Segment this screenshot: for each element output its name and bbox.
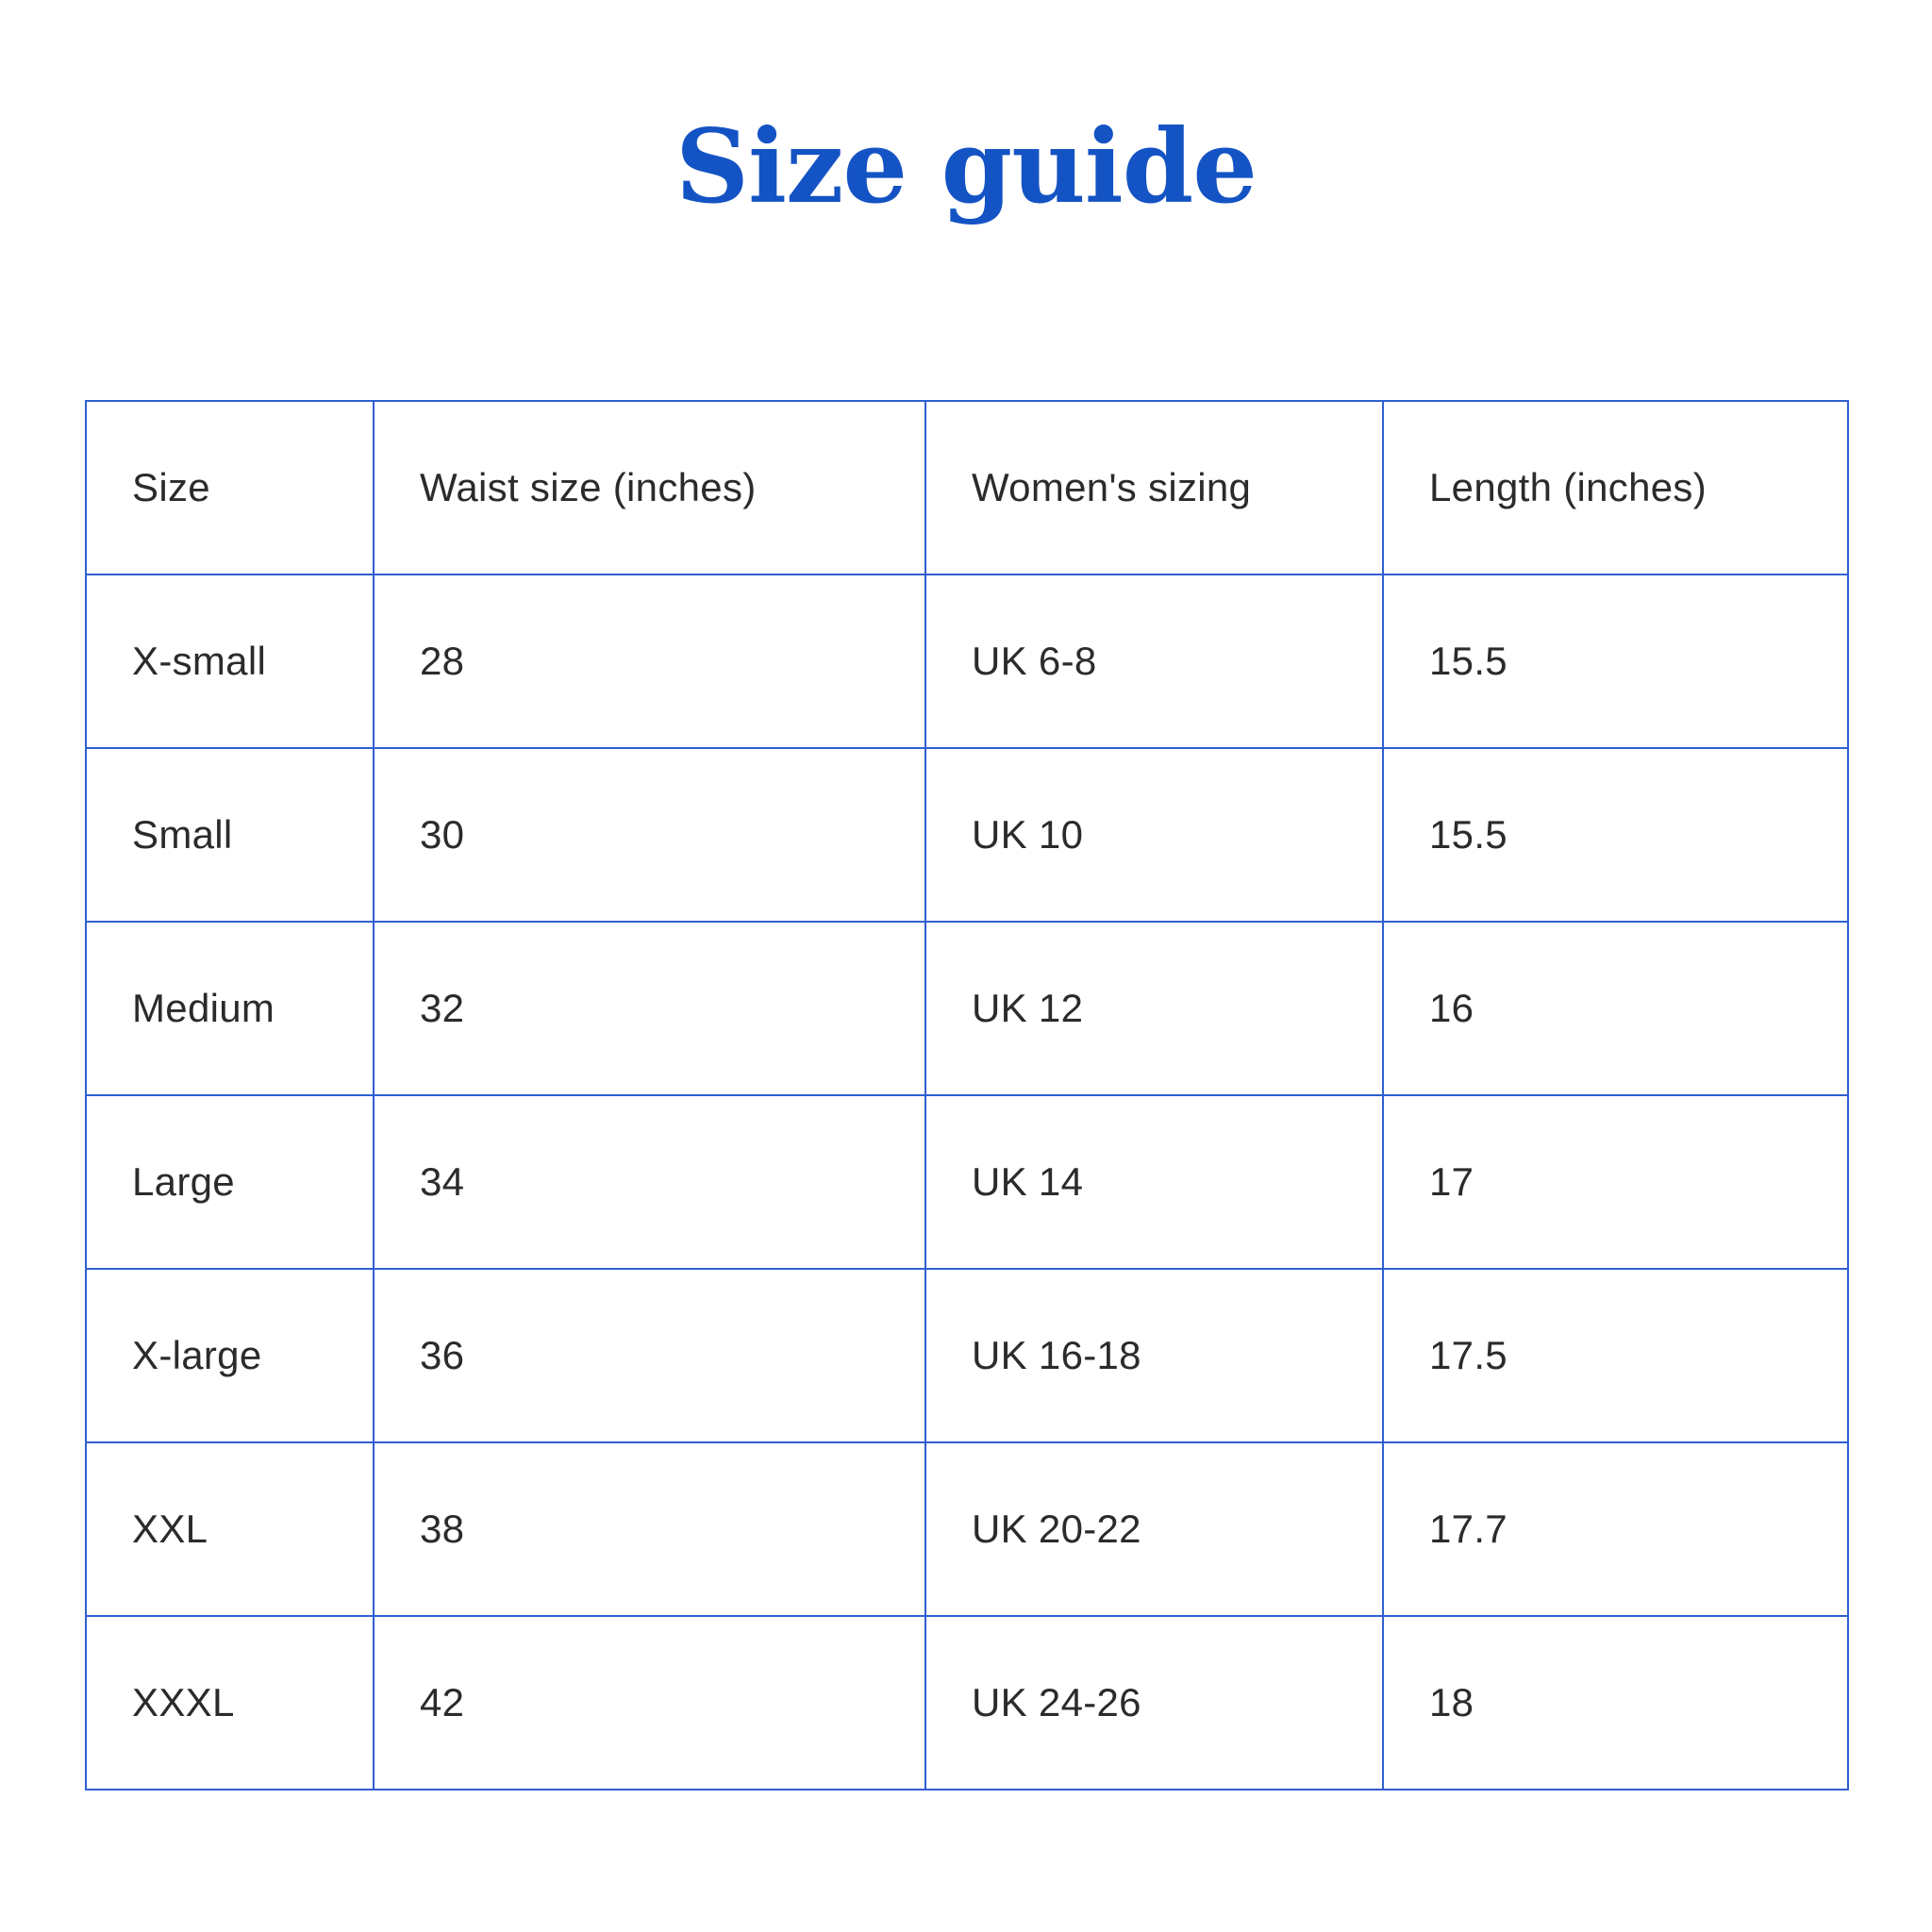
cell-size: Small [86,748,374,922]
table-header [86,401,1848,575]
column-header-womens-sizing: Women's sizing [925,401,1383,575]
column-header-length: Length (inches) [1383,401,1848,575]
cell-waist-size: 28 [374,575,925,748]
cell-waist-size: 38 [374,1442,925,1616]
column-header-size: Size [86,401,374,575]
table-row [86,1269,1848,1442]
cell-waist-size: 36 [374,1269,925,1442]
column-header-waist-size: Waist size (inches) [374,401,925,575]
cell-size: XXL [86,1442,374,1616]
table-row [86,922,1848,1095]
cell-waist-size: 42 [374,1616,925,1790]
cell-womens-sizing: UK 10 [925,748,1383,922]
cell-length: 17 [1383,1095,1848,1269]
cell-length: 18 [1383,1616,1848,1790]
cell-size: Medium [86,922,374,1095]
size-guide-table [85,400,1849,1790]
cell-size: XXXL [86,1616,374,1790]
cell-womens-sizing: UK 20-22 [925,1442,1383,1616]
cell-womens-sizing: UK 14 [925,1095,1383,1269]
table-row [86,748,1848,922]
cell-waist-size: 32 [374,922,925,1095]
table-body [86,575,1848,1790]
cell-length: 15.5 [1383,748,1848,922]
page-title: Size guide [675,108,1257,226]
table-row [86,1616,1848,1790]
cell-womens-sizing: UK 24-26 [925,1616,1383,1790]
cell-waist-size: 30 [374,748,925,922]
table-header-row [86,401,1848,575]
cell-length: 15.5 [1383,575,1848,748]
cell-womens-sizing: UK 16-18 [925,1269,1383,1442]
cell-length: 16 [1383,922,1848,1095]
cell-womens-sizing: UK 12 [925,922,1383,1095]
cell-length: 17.5 [1383,1269,1848,1442]
cell-size: X-small [86,575,374,748]
cell-length: 17.7 [1383,1442,1848,1616]
cell-size: X-large [86,1269,374,1442]
cell-waist-size: 34 [374,1095,925,1269]
size-guide-table-wrapper [85,400,1847,1790]
cell-size: Large [86,1095,374,1269]
table-row [86,1442,1848,1616]
table-row [86,575,1848,748]
cell-womens-sizing: UK 6-8 [925,575,1383,748]
table-row [86,1095,1848,1269]
